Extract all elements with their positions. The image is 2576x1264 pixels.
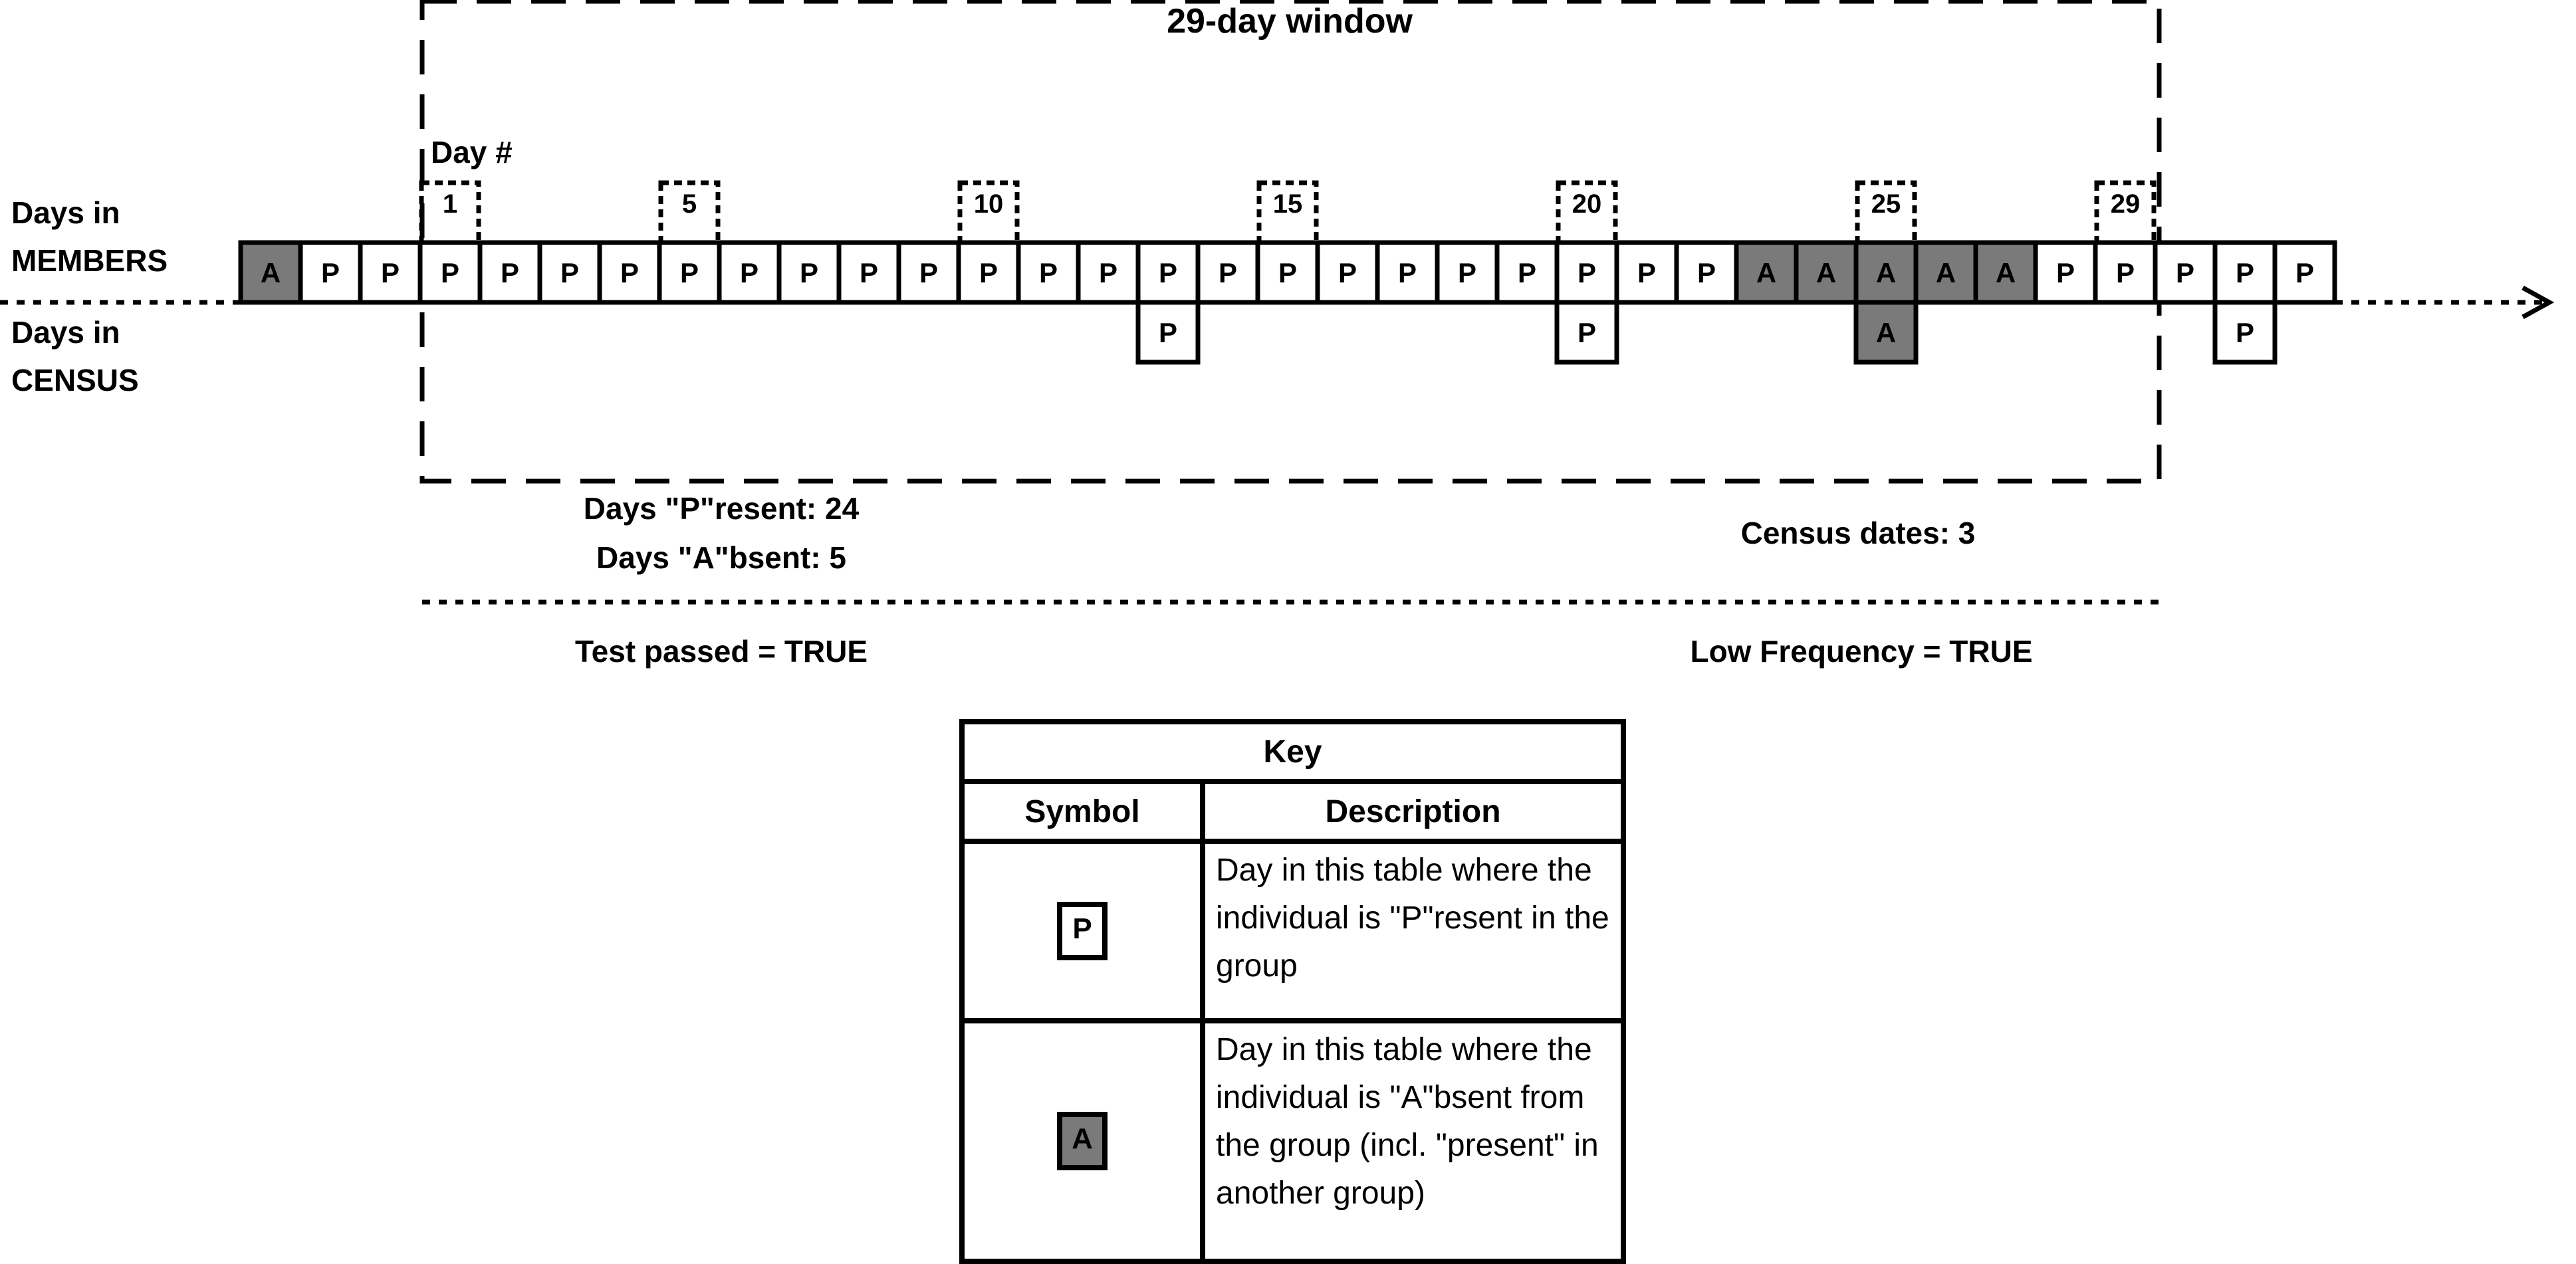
- day-marker-group: [421, 183, 2154, 243]
- members-cell-23-letter: P: [1577, 257, 1597, 288]
- members-cell-15-letter: P: [1098, 257, 1118, 288]
- day-marker-29: [2097, 183, 2154, 243]
- members-cell-28-letter: A: [1875, 257, 1897, 288]
- key-table: [959, 719, 1626, 1264]
- window-title: 29-day window: [1167, 2, 1413, 41]
- day-marker-label: 1: [442, 189, 458, 219]
- members-cell-13-letter: P: [979, 257, 998, 288]
- members-cell-35: [2275, 243, 2335, 302]
- low-frequency-result: Low Frequency = TRUE: [1690, 634, 2033, 669]
- day-marker-label: 15: [1272, 189, 1303, 219]
- members-cell-5-letter: P: [500, 257, 520, 288]
- members-cell-16-letter: P: [1158, 257, 1178, 288]
- members-cell-3-letter: P: [380, 257, 400, 288]
- members-cell-8: [659, 243, 719, 302]
- members-cell-29: [1916, 243, 1976, 302]
- key-description-present: Day in this table where the individual is "P"resent in the group: [1203, 841, 1623, 1021]
- members-cell-1-letter: A: [260, 257, 281, 288]
- members-cell-19: [1318, 243, 1377, 302]
- key-description-absent: Day in this table where the individual is "A"bsent from the group (incl. "present" in another group): [1203, 1021, 1623, 1261]
- census-cell-day-13: [1138, 302, 1198, 362]
- census-cell-day-31-letter: P: [2235, 317, 2255, 348]
- day-number-header: Day #: [431, 135, 513, 169]
- members-cell-32: [2095, 243, 2155, 302]
- day-marker-20: [1558, 183, 1615, 243]
- members-cell-22-letter: P: [1517, 257, 1537, 288]
- members-cell-1: [241, 243, 300, 302]
- members-cell-6: [540, 243, 600, 302]
- members-cell-14: [1018, 243, 1078, 302]
- members-row-label-line2: MEMBERS: [11, 243, 168, 278]
- members-cell-22: [1497, 243, 1557, 302]
- members-cell-9-letter: P: [739, 257, 759, 288]
- members-cell-11-letter: P: [859, 257, 879, 288]
- key-symbol-header: Symbol: [962, 782, 1203, 841]
- members-cell-17-letter: P: [1218, 257, 1238, 288]
- members-cell-31: [2036, 243, 2095, 302]
- members-cell-15: [1078, 243, 1138, 302]
- members-cell-27-letter: A: [1815, 257, 1837, 288]
- members-cell-7-letter: P: [620, 257, 640, 288]
- key-row-absent: [962, 1021, 1623, 1261]
- census-row: [1138, 302, 2275, 362]
- day-marker-label: 25: [1871, 189, 1901, 219]
- census-cell-day-25-letter: A: [1875, 317, 1897, 348]
- members-cell-20-letter: P: [1397, 257, 1417, 288]
- members-cell-5: [480, 243, 540, 302]
- day-marker-label: 29: [2110, 189, 2141, 219]
- day-marker-15: [1259, 183, 1316, 243]
- members-cell-19-letter: P: [1338, 257, 1357, 288]
- members-cell-21-letter: P: [1457, 257, 1477, 288]
- members-cell-6-letter: P: [560, 257, 580, 288]
- members-cell-24: [1617, 243, 1677, 302]
- members-cell-10-letter: P: [799, 257, 819, 288]
- members-cell-34: [2215, 243, 2275, 302]
- key-description-header: Description: [1203, 782, 1623, 841]
- members-cell-2: [300, 243, 360, 302]
- members-cell-30: [1976, 243, 2036, 302]
- census-cell-day-20-letter: P: [1577, 317, 1597, 348]
- members-row-label-line1: Days in: [11, 195, 120, 230]
- members-cell-24-letter: P: [1637, 257, 1657, 288]
- members-cell-32-letter: P: [2115, 257, 2135, 288]
- members-cell-30-letter: A: [1995, 257, 2016, 288]
- absent-symbol-icon: A: [1057, 1112, 1108, 1170]
- day-marker-label: 20: [1572, 189, 1602, 219]
- days-absent-count: Days "A"bsent: 5: [596, 540, 846, 575]
- members-cell-18: [1258, 243, 1318, 302]
- census-cell-day-31: [2215, 302, 2275, 362]
- day-marker-1: [421, 183, 479, 243]
- members-cell-3: [360, 243, 420, 302]
- members-cell-12-letter: P: [919, 257, 939, 288]
- members-cell-25: [1677, 243, 1736, 302]
- day-marker-label: 5: [681, 189, 697, 219]
- members-cell-10: [779, 243, 839, 302]
- members-cell-12: [899, 243, 959, 302]
- members-cell-7: [600, 243, 659, 302]
- members-row: [241, 243, 2335, 302]
- key-title: Key: [962, 722, 1623, 782]
- members-cell-11: [839, 243, 899, 302]
- members-cell-14-letter: P: [1038, 257, 1058, 288]
- census-cell-day-13-letter: P: [1158, 317, 1178, 348]
- census-row-label-line2: CENSUS: [11, 363, 139, 397]
- members-cell-16: [1138, 243, 1198, 302]
- members-cell-33-letter: P: [2175, 257, 2195, 288]
- key-symbol-cell-absent: [962, 1021, 1203, 1261]
- members-cell-35-letter: P: [2295, 257, 2315, 288]
- members-cell-17: [1198, 243, 1258, 302]
- members-cell-34-letter: P: [2235, 257, 2255, 288]
- members-cell-29-letter: A: [1935, 257, 1956, 288]
- day-marker-5: [661, 183, 718, 243]
- members-cell-28: [1856, 243, 1916, 302]
- members-cell-21: [1437, 243, 1497, 302]
- census-cell-day-25: [1856, 302, 1916, 362]
- census-row-label-line1: Days in: [11, 315, 120, 350]
- members-cell-26-letter: A: [1756, 257, 1777, 288]
- members-cell-18-letter: P: [1278, 257, 1298, 288]
- present-symbol-icon: P: [1057, 902, 1108, 960]
- members-cell-33: [2155, 243, 2215, 302]
- key-symbol-cell-present: [962, 841, 1203, 1021]
- members-cell-23: [1557, 243, 1617, 302]
- test-passed-result: Test passed = TRUE: [574, 634, 868, 669]
- census-cell-day-20: [1557, 302, 1617, 362]
- members-cell-9: [719, 243, 779, 302]
- day-marker-25: [1857, 183, 1915, 243]
- key-row-present: [962, 841, 1623, 1021]
- members-cell-4-letter: P: [440, 257, 460, 288]
- members-cell-20: [1377, 243, 1437, 302]
- members-cell-2-letter: P: [320, 257, 340, 288]
- members-cell-26: [1736, 243, 1796, 302]
- census-dates-count: Census dates: 3: [1740, 516, 1976, 550]
- members-cell-31-letter: P: [2055, 257, 2075, 288]
- members-cell-13: [959, 243, 1018, 302]
- members-cell-27: [1796, 243, 1856, 302]
- day-marker-label: 10: [973, 189, 1004, 219]
- days-present-count: Days "P"resent: 24: [583, 491, 860, 526]
- members-cell-4: [420, 243, 480, 302]
- members-cell-25-letter: P: [1697, 257, 1716, 288]
- members-cell-8-letter: P: [679, 257, 699, 288]
- day-marker-10: [960, 183, 1017, 243]
